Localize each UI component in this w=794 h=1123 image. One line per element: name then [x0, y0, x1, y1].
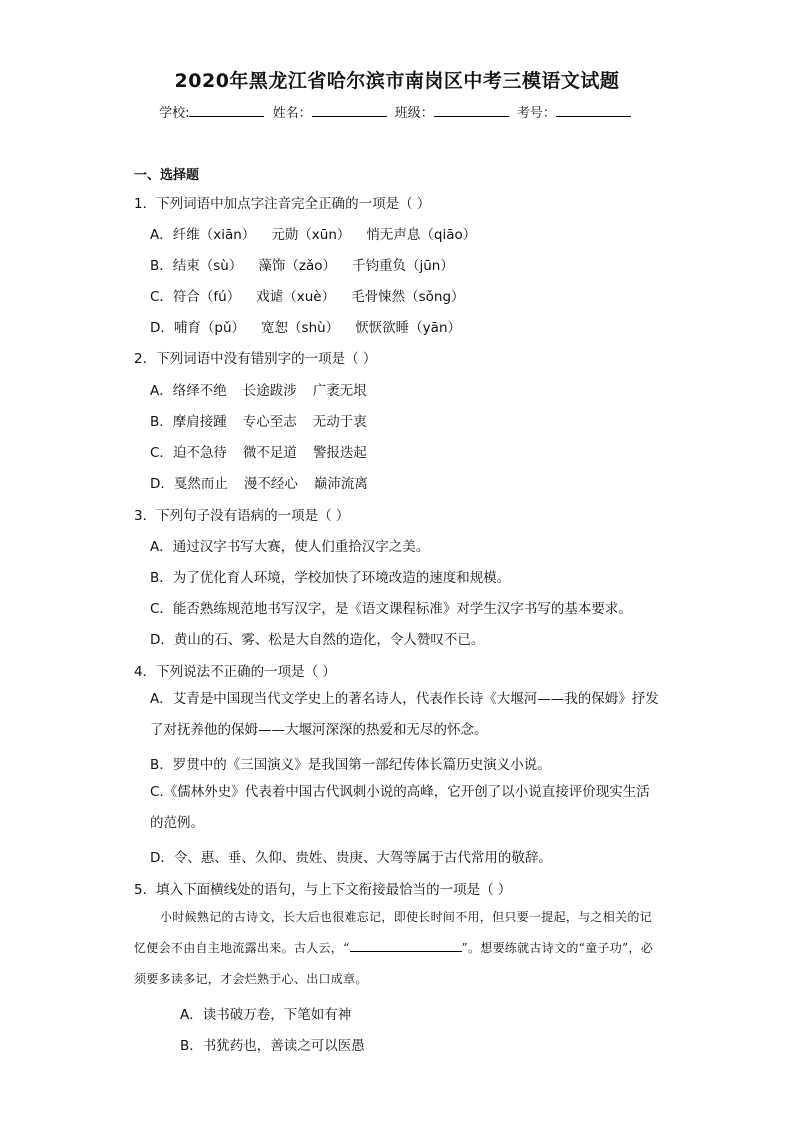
option-part: 宽恕（shù） [261, 320, 340, 336]
option-part: A．络绎不绝 [150, 383, 227, 399]
question-2-option-d[interactable] [150, 472, 384, 492]
option-part: 微不足道 [242, 445, 297, 461]
option-part: 广袤无垠 [312, 383, 367, 399]
question-3-option-b[interactable]: B．为了优化育人环境，学校加快了环境改造的速度和规模。 [150, 570, 511, 586]
option-part: 漫不经心 [243, 476, 298, 492]
question-1-stem: 1．下列词语中加点字注音完全正确的一项是（ ） [134, 196, 431, 212]
option-part: B．结束（sù） [150, 258, 243, 274]
option-part: 毛骨悚然（sǒng） [351, 289, 465, 305]
option-part: 悄无声息（qiāo） [366, 227, 477, 243]
passage-after: ”。想要练就古诗文的“童子功”，必须要多读多记，才会烂熟于心、出口成章。 [134, 941, 654, 986]
class-blank[interactable] [434, 104, 509, 117]
option-part: 藻饰（zǎo） [258, 258, 336, 274]
option-part: B．摩肩接踵 [150, 414, 227, 430]
option-part: 巅沛流离 [313, 476, 368, 492]
question-3-option-c[interactable]: C．能否熟练规范地书写汉字，是《语文课程标准》对学生汉字书写的基本要求。 [150, 601, 632, 617]
question-4-option-b[interactable]: B．罗贯中的《三国演义》是我国第一部纪传体长篇历史演义小说。 [150, 757, 551, 773]
question-1-option-b[interactable] [150, 254, 470, 274]
question-2-stem: 2．下列词语中没有错别字的一项是（ ） [134, 351, 377, 367]
option-part: 千钧重负（jūn） [351, 258, 454, 274]
name-label: 姓名： [272, 106, 312, 121]
exam-number-label: 考号： [516, 106, 556, 121]
question-3-option-d[interactable]: D．黄山的石、雾、松是大自然的造化，令人赞叹不已。 [150, 632, 485, 648]
question-5-stem: 5．填入下面横线处的语句，与上下文衔接最恰当的一项是（ ） [134, 882, 512, 898]
option-part: 元勋（xūn） [271, 227, 351, 243]
question-4-option-c[interactable]: C.《儒林外史》代表着中国古代讽刺小说的高峰，它开创了以小说直接评价现实生活的范例。 [150, 784, 650, 831]
question-4-stem: 4．下列说法不正确的一项是（ ） [134, 664, 336, 680]
question-2-option-c[interactable] [150, 441, 383, 461]
passage-blank[interactable] [350, 940, 462, 952]
section-heading: 一、选择题 [134, 168, 200, 183]
option-part: D．戛然而止 [150, 476, 228, 492]
question-3-stem: 3．下列句子没有语病的一项是（ ） [134, 508, 350, 524]
school-blank[interactable] [189, 104, 264, 117]
option-part: C．迫不急待 [150, 445, 227, 461]
question-1-option-d[interactable] [150, 316, 477, 336]
question-1-option-c[interactable] [150, 285, 481, 305]
exam-number-blank[interactable] [556, 104, 631, 117]
question-3-option-a[interactable]: A．通过汉字书写大赛，使人们重拾汉字之美。 [150, 539, 430, 555]
option-part: A．纤维（xiān） [150, 227, 256, 243]
question-4-option-a[interactable]: A．艾青是中国现当代文学史上的著名诗人，代表作长诗《大堰河——我的保姆》抒发了对抚养他的保姆——大堰河深深的热爱和无尽的怀念。 [150, 691, 659, 738]
question-5-passage [134, 902, 664, 995]
question-5-option-b[interactable]: B．书犹药也，善读之可以医愚 [180, 1038, 365, 1054]
option-part: D．哺育（pǔ） [150, 320, 246, 336]
option-part: 无动于衷 [312, 414, 367, 430]
option-part: C．符合（fú） [150, 289, 241, 305]
class-label: 班级： [394, 106, 434, 121]
question-5-option-a[interactable]: A．读书破万卷，下笔如有神 [180, 1007, 352, 1023]
option-part: 警报迭起 [312, 445, 367, 461]
question-2-option-a[interactable] [150, 379, 383, 399]
option-part: 戏谑（xuè） [256, 289, 336, 305]
question-1-option-a[interactable] [150, 223, 492, 243]
option-part: 长途跋涉 [242, 383, 297, 399]
option-part: 恹恹欲睡（yān） [355, 320, 462, 336]
school-label: 学校: [159, 106, 190, 121]
option-part: 专心至志 [242, 414, 297, 430]
page-title: 2020年黑龙江省哈尔滨市南岗区中考三模语文试题 [174, 70, 620, 92]
passage-before: 小时候熟记的古诗文，长大后也很难忘记，即使长时间不用，但只要一提起，与之相关的记忆便会不由自主地流露出来。古人云，“ [134, 910, 653, 955]
question-2-option-b[interactable] [150, 410, 383, 430]
student-info-line [0, 102, 794, 121]
name-blank[interactable] [312, 104, 387, 117]
question-4-option-d[interactable]: D．令、惠、垂、久仰、贵姓、贵庚、大驾等属于古代常用的敬辞。 [150, 850, 552, 866]
